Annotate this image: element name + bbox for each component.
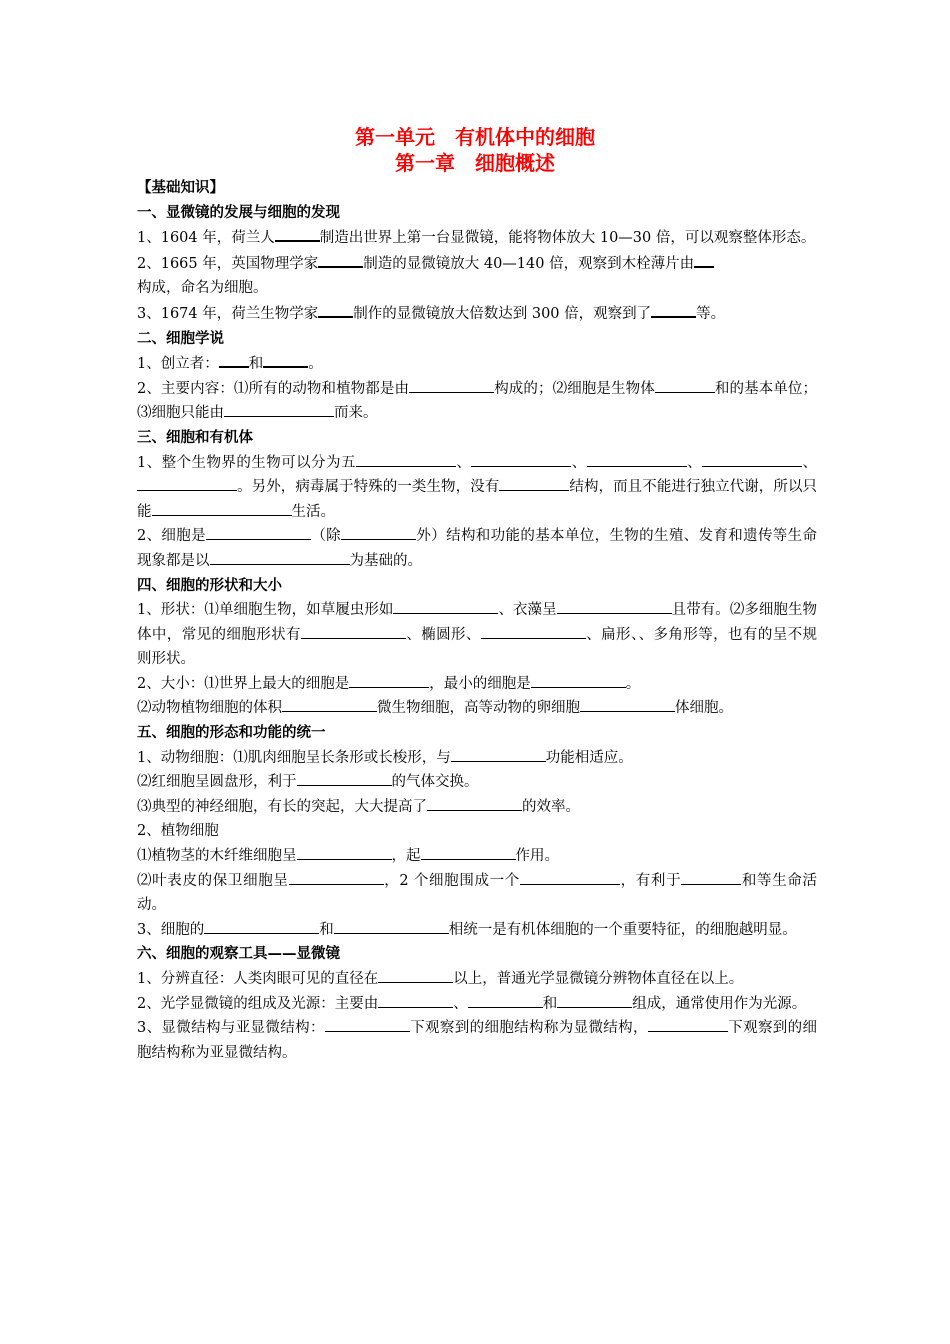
paragraph: 1、整个生物界的生物可以分为五 、 、 、 、。另外，病毒属于特殊的一类生物，没有 结构，而且不能进行独立代谢，所以只能 生活。 xyxy=(137,451,817,525)
fill-blank[interactable] xyxy=(210,549,350,565)
fill-blank[interactable] xyxy=(224,401,334,417)
paragraph: 2、大小：⑴世界上最大的细胞是 ，最小的细胞是 。 xyxy=(137,672,817,697)
section-label: 【基础知识】 xyxy=(137,180,224,196)
fill-blank[interactable] xyxy=(349,672,429,688)
fill-blank[interactable] xyxy=(378,967,453,983)
fill-blank[interactable] xyxy=(648,1016,728,1032)
fill-blank[interactable] xyxy=(289,869,384,885)
paragraph: 1、创立者： 和 。 xyxy=(137,351,817,377)
fill-blank[interactable] xyxy=(557,598,672,614)
fill-blank[interactable] xyxy=(427,795,522,811)
fill-blank[interactable] xyxy=(451,746,546,762)
section-heading-1: 一、显微镜的发展与细胞的发现 xyxy=(137,204,340,221)
worksheet-body xyxy=(137,176,817,1065)
unit-title: 第一单元 有机体中的细胞 xyxy=(355,125,595,149)
fill-blank[interactable] xyxy=(520,869,620,885)
fill-blank[interactable] xyxy=(481,623,586,639)
section-heading-6: 六、细胞的观察工具——显微镜 xyxy=(137,946,340,963)
paragraph: ⑴植物茎的木纤维细胞呈 ，起 作用。 xyxy=(137,844,817,869)
paragraph: 1、动物细胞：⑴肌肉细胞呈长条形或长梭形，与 功能相适应。 xyxy=(137,746,817,771)
fill-blank[interactable] xyxy=(421,844,516,860)
fill-blank[interactable] xyxy=(580,696,675,712)
fill-blank[interactable] xyxy=(219,351,249,368)
paragraph: ⑵叶表皮的保卫细胞呈 ，2 个细胞围成一个 ，有利于 和等生命活动。 xyxy=(137,869,817,918)
fill-blank[interactable] xyxy=(301,623,406,639)
paragraph: 3、1674 年，荷兰生物学家 制作的显微镜放大倍数达到 300 倍，观察到了 等。 xyxy=(137,301,817,327)
paragraph: 2、光学显微镜的组成及光源：主要由 、 和 组成，通常使用作为光源。 xyxy=(137,992,817,1017)
fill-blank[interactable] xyxy=(409,377,494,393)
fill-blank[interactable] xyxy=(651,301,696,318)
paragraph: 2、细胞是 （除 外）结构和功能的基本单位，生物的生殖、发育和遗传等生命现象都是以 为基础的。 xyxy=(137,524,817,573)
paragraph: 3、细胞的 和 相统一是有机体细胞的一个重要特征，的细胞越明显。 xyxy=(137,918,817,943)
fill-blank[interactable] xyxy=(468,992,543,1008)
fill-blank[interactable] xyxy=(318,251,363,268)
fill-blank[interactable] xyxy=(275,225,320,242)
fill-blank[interactable] xyxy=(702,451,802,467)
fill-blank[interactable] xyxy=(655,377,715,393)
chapter-title: 第一章 细胞概述 xyxy=(395,151,555,175)
fill-blank[interactable] xyxy=(393,598,498,614)
section-heading-5: 五、细胞的形态和功能的统一 xyxy=(137,725,326,742)
section-heading-4: 四、细胞的形状和大小 xyxy=(137,577,282,594)
paragraph: 2、植物细胞 xyxy=(137,823,219,840)
paragraph: ⑶典型的神经细胞，有长的突起，大大提高了 的效率。 xyxy=(137,795,817,820)
fill-blank[interactable] xyxy=(531,672,626,688)
fill-blank[interactable] xyxy=(137,475,237,491)
fill-blank[interactable] xyxy=(282,696,377,712)
fill-blank[interactable] xyxy=(152,500,292,516)
fill-blank[interactable] xyxy=(334,918,449,934)
paragraph: 2、1665 年，英国物理学家 制造的显微镜放大 40—140 倍，观察到木栓薄片由 构成，命名为细胞。 xyxy=(137,251,817,301)
section-heading-2: 二、细胞学说 xyxy=(137,330,224,347)
fill-blank[interactable] xyxy=(297,770,392,786)
fill-blank[interactable] xyxy=(557,992,632,1008)
paragraph: ⑵红细胞呈圆盘形，利于 的气体交换。 xyxy=(137,770,817,795)
paragraph: ⑵动物植物细胞的体积 微生物细胞，高等动物的卵细胞 体细胞。 xyxy=(137,696,817,721)
paragraph: 3、显微结构与亚显微结构： 下观察到的细胞结构称为显微结构， 下观察到的细胞结构称为亚显微结构。 xyxy=(137,1016,817,1065)
fill-blank[interactable] xyxy=(694,251,714,268)
fill-blank[interactable] xyxy=(499,475,569,491)
section-heading-3: 三、细胞和有机体 xyxy=(137,429,253,446)
fill-blank[interactable] xyxy=(297,844,392,860)
fill-blank[interactable] xyxy=(263,351,308,368)
paragraph: 2、主要内容：⑴所有的动物和植物都是由 构成的；⑵细胞是生物体 和的基本单位；⑶细胞只能由 而来。 xyxy=(137,377,817,426)
paragraph: 1、1604 年，荷兰人 制造出世界上第一台显微镜，能将物体放大 10—30 倍，可以观察整体形态。 xyxy=(137,225,817,251)
fill-blank[interactable] xyxy=(378,992,453,1008)
fill-blank[interactable] xyxy=(341,524,416,540)
fill-blank[interactable] xyxy=(204,918,319,934)
fill-blank[interactable] xyxy=(471,451,571,467)
paragraph: 1、分辨直径：人类肉眼可见的直径在 以上，普通光学显微镜分辨物体直径在以上。 xyxy=(137,967,817,992)
fill-blank[interactable] xyxy=(681,869,741,885)
paragraph: 1、形状：⑴单细胞生物，如草履虫形如 、衣藻呈 且带有。⑵多细胞生物体中，常见的细胞形状有 、椭圆形、 、扁形、、多角形等，也有的呈不规则形状。 xyxy=(137,598,817,672)
fill-blank[interactable] xyxy=(356,451,456,467)
fill-blank[interactable] xyxy=(325,1016,410,1032)
fill-blank[interactable] xyxy=(318,301,353,318)
fill-blank[interactable] xyxy=(587,451,687,467)
fill-blank[interactable] xyxy=(206,524,311,540)
